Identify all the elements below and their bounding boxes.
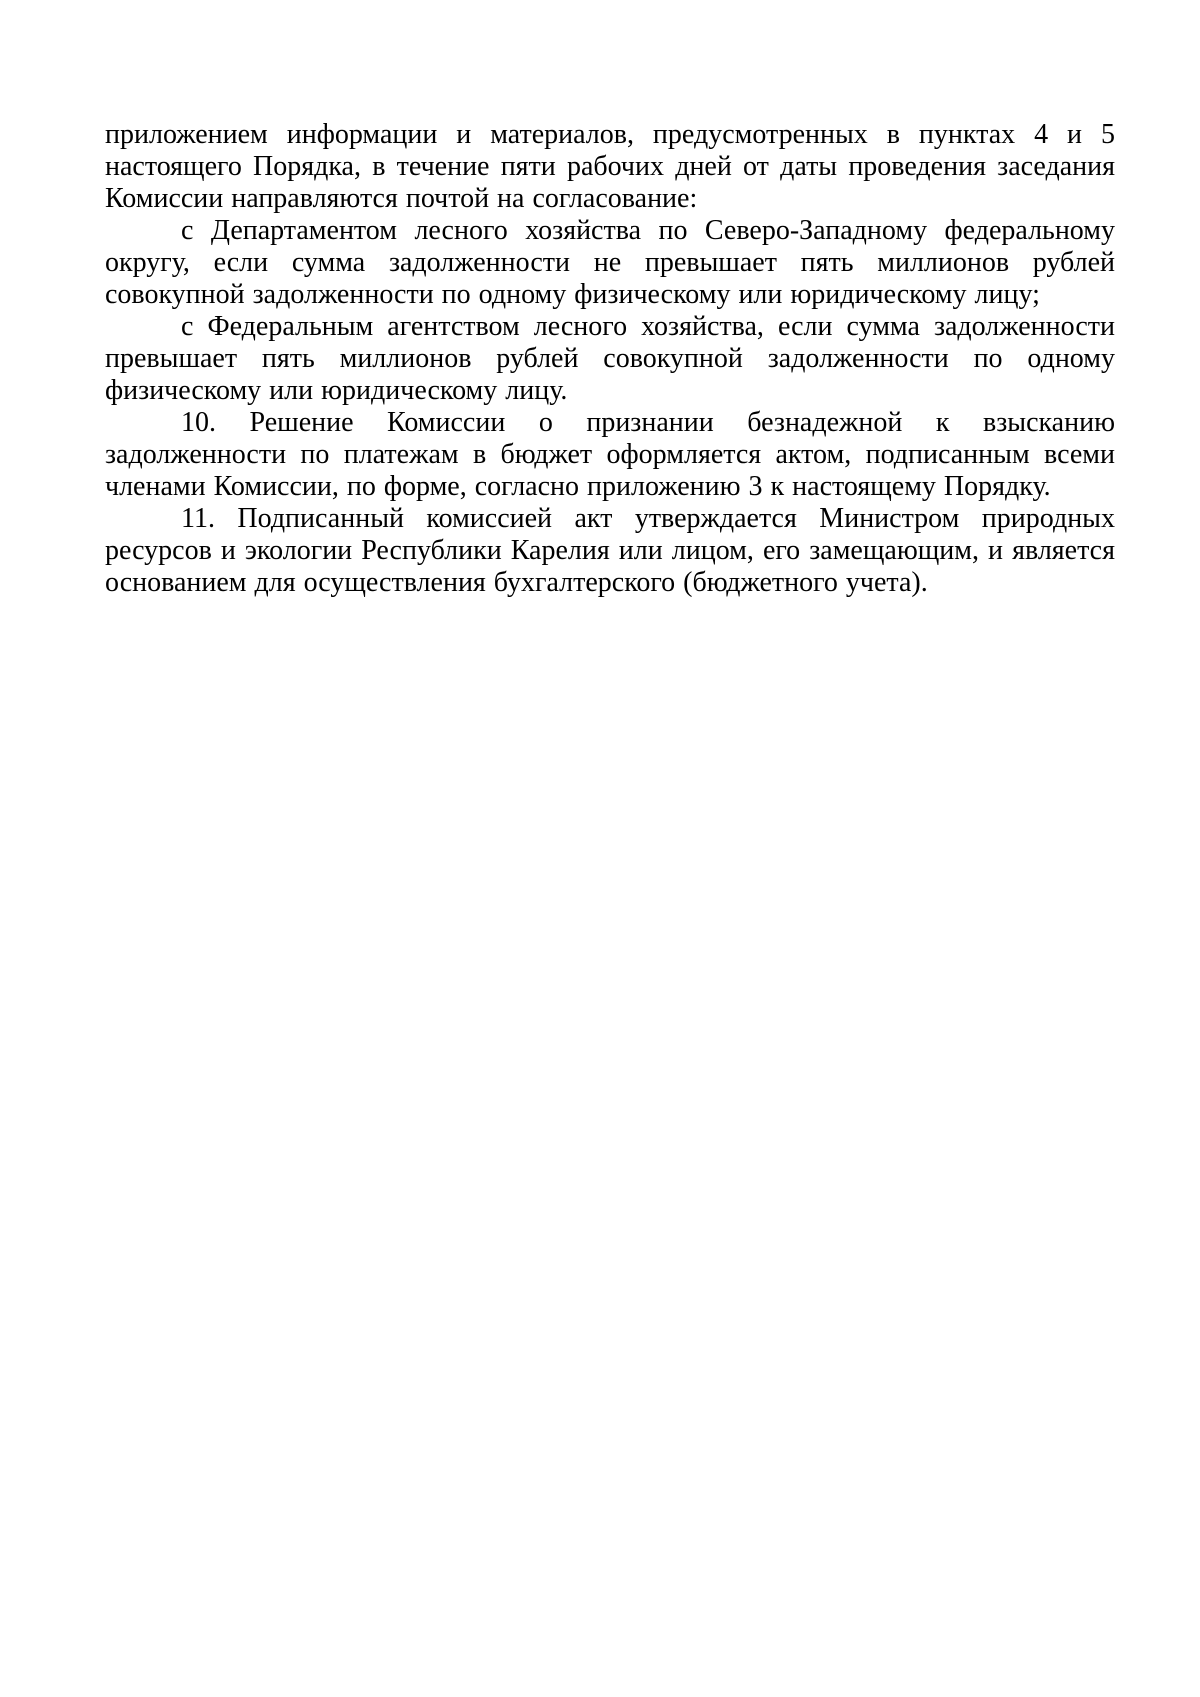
paragraph: с Федеральным агентством лесного хозяйства, если сумма задолженности превышает пять миллионов рублей совокупной задолженности по одному физическому или юридическому лицу. [105,311,1115,406]
paragraph: 10. Решение Комиссии о признании безнадежной к взысканию задолженности по платежам в бюджет оформляется актом, подписанным всеми членами Комиссии, по форме, согласно приложению 3 к настоящему Порядку. [105,407,1115,502]
paragraph: приложением информации и материалов, предусмотренных в пунктах 4 и 5 настоящего Порядка, в течение пяти рабочих дней от даты проведения заседания Комиссии направляются почтой на согласование: [105,119,1115,214]
paragraph: 11. Подписанный комиссией акт утверждается Министром природных ресурсов и экологии Республики Карелия или лицом, его замещающим, и является основанием для осуществления бухгалтерского (бюджетного учета). [105,503,1115,598]
paragraph: с Департаментом лесного хозяйства по Северо-Западному федеральному округу, если сумма задолженности не превышает пять миллионов рублей совокупной задолженности по одному физическому или юридическому лицу; [105,215,1115,310]
